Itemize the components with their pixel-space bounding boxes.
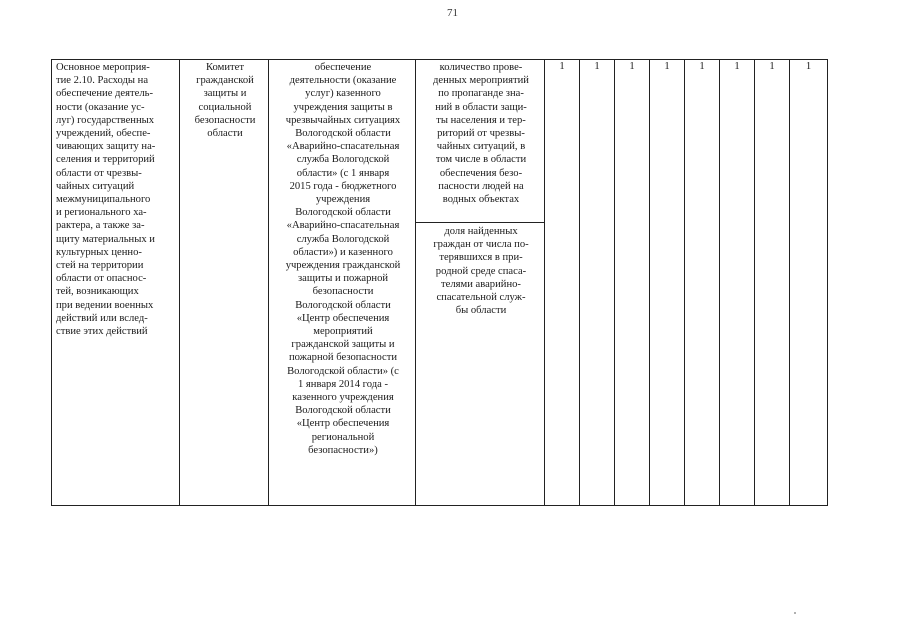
text-line: водных объектах — [442, 194, 520, 206]
text-line: луг) государственных — [56, 114, 155, 126]
text-line: чайных ситуаций, в — [436, 141, 526, 153]
text-line: спасательной служ- — [436, 292, 526, 304]
text-line: 1 января 2014 года - — [297, 378, 389, 390]
page-number: 71 — [447, 7, 458, 19]
executor-text — [180, 60, 268, 141]
text-line: деятельности (оказание — [289, 75, 397, 87]
text-line: чрезвычайных ситуациях — [285, 114, 401, 126]
text-line: служба Вологодской — [296, 154, 390, 166]
text-line: «Центр обеспечения — [296, 312, 390, 324]
text-line: области от чрезвы- — [56, 167, 142, 179]
text-line: социальной — [198, 101, 252, 113]
value-cell: 1 — [720, 60, 755, 506]
value-cell: 1 — [580, 60, 615, 506]
text-line: и регионального ха- — [56, 207, 147, 219]
text-line: учреждения гражданской — [285, 260, 401, 272]
scan-speck — [794, 612, 796, 614]
text-line: учреждений, обеспе- — [56, 128, 151, 140]
value-cell: 1 — [685, 60, 720, 506]
text-line: денных мероприятий — [433, 75, 529, 87]
text-line: тие 2.10. Расходы на — [56, 75, 149, 87]
text-line: области от опаснос- — [56, 273, 147, 285]
text-line: том числе в области — [435, 154, 527, 166]
text-line: защиты и пожарной — [297, 273, 389, 285]
text-line: «Центр обеспечения — [296, 418, 390, 430]
text-line: учреждения — [315, 194, 371, 206]
text-line: культурных ценно- — [56, 246, 142, 258]
text-line: стей на территории — [56, 260, 144, 272]
description-text — [269, 60, 415, 458]
text-line: области — [207, 128, 243, 140]
text-line: пасности людей на — [438, 180, 524, 192]
text-line: при ведении военных — [56, 299, 154, 311]
text-line: терявшихся в при- — [439, 252, 523, 264]
text-line: гражданской — [196, 75, 254, 87]
text-line: ности (оказание ус- — [56, 101, 145, 113]
text-line: ты населения и тер- — [436, 114, 526, 126]
text-line: пожарной безопасности — [288, 352, 398, 364]
indicator-found-share — [416, 223, 544, 318]
text-line: ний в области защи- — [435, 101, 527, 113]
text-line: бы области — [455, 305, 507, 317]
indicator-events-text — [416, 60, 544, 207]
text-line: Вологодской области — [295, 299, 391, 311]
text-line: учреждения защиты в — [293, 101, 393, 113]
text-line: граждан от числа по- — [433, 239, 529, 251]
text-line: доля найденных — [444, 226, 518, 237]
indicators-cell — [416, 60, 545, 506]
description-cell — [269, 60, 416, 506]
value-cell: 1 — [790, 60, 828, 506]
text-line: щиту материальных и — [56, 233, 155, 245]
text-line: рактера, а также за- — [56, 220, 145, 232]
executor-cell — [180, 60, 269, 506]
text-line: обеспечение деятель- — [56, 88, 153, 100]
text-line: безопасности — [312, 286, 374, 298]
text-line: «Аварийно-спасательная — [286, 220, 400, 232]
measures-table — [51, 59, 828, 506]
text-line: «Аварийно-спасательная — [286, 141, 400, 153]
text-line: гражданской защиты и — [291, 339, 395, 351]
text-line: обеспечение — [314, 62, 372, 73]
text-line: услуг) казенного — [305, 88, 381, 100]
text-line: риторий от чрезвы- — [437, 128, 525, 140]
value-cell: 1 — [545, 60, 580, 506]
text-line: ствие этих действий — [56, 326, 148, 338]
indicator-found-text — [416, 224, 544, 318]
text-line: чайных ситуаций — [56, 180, 135, 192]
text-line: селения и территорий — [56, 154, 155, 166]
text-line: казенного учреждения — [292, 392, 394, 404]
text-line: области» (с 1 января — [296, 167, 390, 179]
text-line: Основное мероприя- — [56, 62, 150, 73]
value-cell: 1 — [650, 60, 685, 506]
text-line: Вологодской области» (с — [287, 365, 399, 377]
text-line: чивающих защиту на- — [56, 141, 156, 153]
text-line: мероприятий — [313, 326, 373, 338]
text-line: безопасности») — [308, 444, 378, 456]
text-line: области») и казенного — [293, 246, 393, 258]
table-row — [52, 60, 828, 506]
text-line: Комитет — [206, 62, 244, 73]
measure-name-cell — [52, 60, 180, 506]
text-line: межмуниципального — [56, 194, 151, 206]
text-line: действий или вслед- — [56, 312, 148, 324]
value-cell: 1 — [755, 60, 790, 506]
text-line: безопасности — [194, 114, 256, 126]
text-line: по пропаганде зна- — [438, 88, 524, 100]
text-line: Вологодской области — [295, 207, 391, 219]
text-line: Вологодской области — [295, 405, 391, 417]
text-line: защиты и — [203, 88, 247, 100]
measure-name-text — [52, 60, 179, 339]
text-line: обеспечения безо- — [439, 167, 523, 179]
text-line: тей, возникающих — [56, 286, 139, 298]
text-line: региональной — [311, 431, 375, 443]
text-line: служба Вологодской — [296, 233, 390, 245]
text-line: Вологодской области — [295, 128, 391, 140]
indicator-events-count — [416, 60, 544, 223]
text-line: родной среде спаса- — [435, 265, 527, 277]
text-line: 2015 года - бюджетного — [289, 180, 397, 192]
text-line: телями аварийно- — [441, 278, 521, 290]
value-cell: 1 — [615, 60, 650, 506]
text-line: количество прове- — [439, 62, 523, 73]
